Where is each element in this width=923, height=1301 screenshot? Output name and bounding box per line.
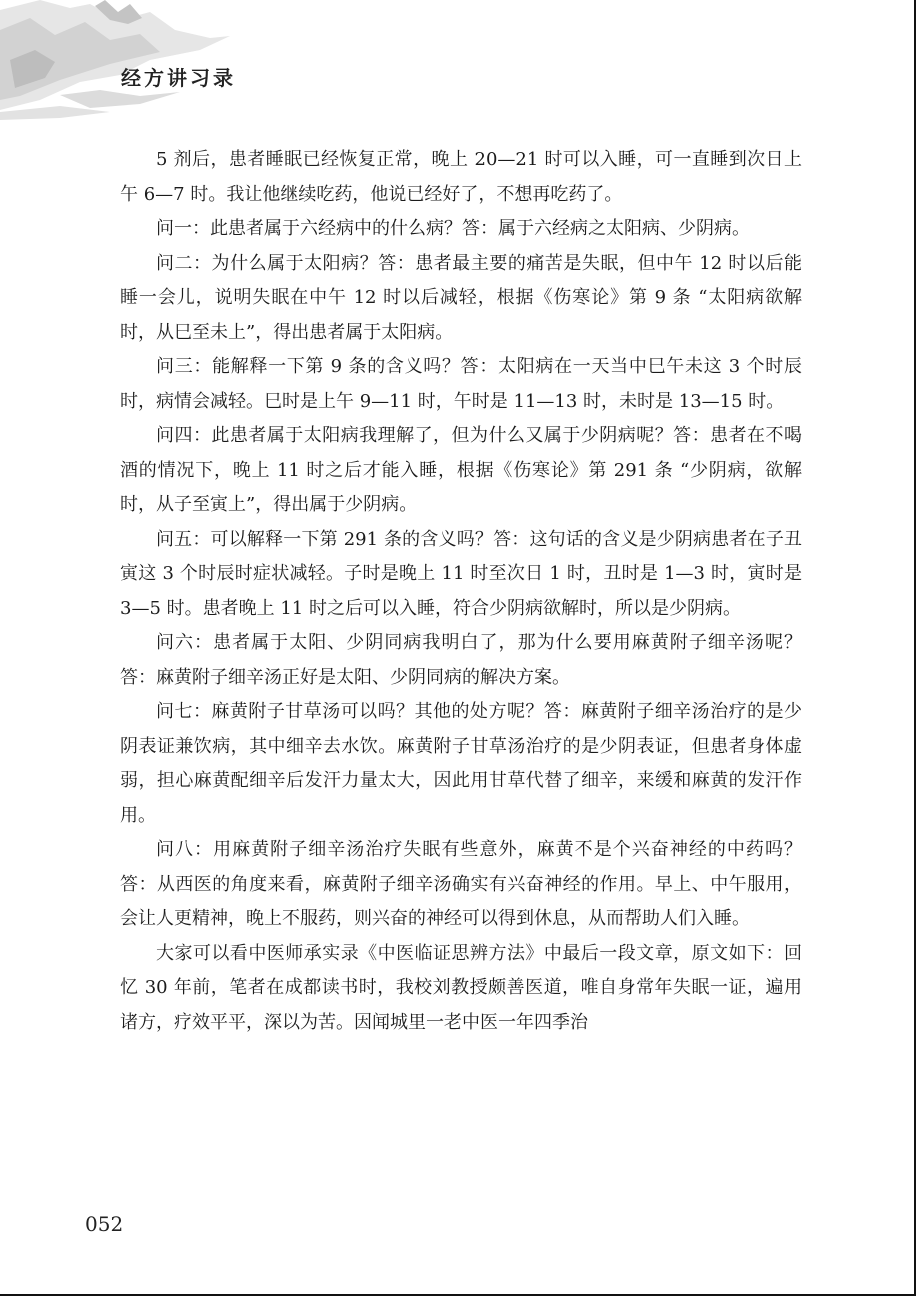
paragraph-question-5: 问五：可以解释一下第 291 条的含义吗？答：这句话的含义是少阴病患者在子丑寅这 3 个时辰时症状减轻。子时是晚上 11 时至次日 1 时，丑时是 1—3 时，寅时是 3—5 时。患者晚上 11 时之后可以入睡，符合少阴病欲解时，所以是少阴病。 <box>120 528 802 619</box>
paragraph-question-7: 问七：麻黄附子甘草汤可以吗？其他的处方呢？答：麻黄附子细辛汤治疗的是少阴表证兼饮病，其中细辛去水饮。麻黄附子甘草汤治疗的是少阴表证，但患者身体虚弱，担心麻黄配细辛后发汗力量太大，因此用甘草代替了细辛，来缓和麻黄的发汗作用。 <box>120 701 802 826</box>
body-text <box>120 143 802 1040</box>
running-head: 经方讲习录 <box>121 66 236 90</box>
paragraph-1: 5 剂后，患者睡眠已经恢复正常，晚上 20—21 时可以入睡，可一直睡到次日上午 6—7 时。我让他继续吃药，他说已经好了，不想再吃药了。 <box>120 149 802 205</box>
paragraph-question-3: 问三：能解释一下第 9 条的含义吗？答：太阳病在一天当中巳午未这 3 个时辰时，病情会减轻。巳时是上午 9—11 时，午时是 11—13 时，未时是 13—15 时。 <box>120 356 802 412</box>
paragraph-question-8: 问八：用麻黄附子细辛汤治疗失眠有些意外，麻黄不是个兴奋神经的中药吗？答：从西医的角度来看，麻黄附子细辛汤确实有兴奋神经的作用。早上、中午服用，会让人更精神，晚上不服药，则兴奋的神经可以得到休息，从而帮助人们入睡。 <box>120 839 802 929</box>
landscape-header-illustration <box>0 0 240 120</box>
paragraph-question-2: 问二：为什么属于太阳病？答：患者最主要的痛苦是失眠，但中午 12 时以后能睡一会儿，说明失眠在中午 12 时以后减轻，根据《伤寒论》第 9 条 “太阳病欲解时，从巳至未上”，得出患者属于太阳病。 <box>120 252 802 343</box>
paragraph-question-4: 问四：此患者属于太阳病我理解了，但为什么又属于少阴病呢？答：患者在不喝酒的情况下，晚上 11 时之后才能入睡，根据《伤寒论》第 291 条 “少阴病，欲解时，从子至寅上”，得出属于少阴病。 <box>120 425 802 515</box>
paragraph-question-6: 问六：患者属于太阳、少阴同病我明白了，那为什么要用麻黄附子细辛汤呢？答：麻黄附子细辛汤正好是太阳、少阴同病的解决方案。 <box>120 632 802 688</box>
page-number: 052 <box>85 1212 124 1236</box>
paragraph-closing: 大家可以看中医师承实录《中医临证思辨方法》中最后一段文章，原文如下：回忆 30 年前，笔者在成都读书时，我校刘教授颇善医道，唯自身常年失眠一证，遍用诸方，疗效平平，深以为苦。因闻城里一老中医一年四季治 <box>120 942 802 1033</box>
paragraph-question-1: 问一：此患者属于六经病中的什么病？答：属于六经病之太阳病、少阴病。 <box>156 218 750 239</box>
